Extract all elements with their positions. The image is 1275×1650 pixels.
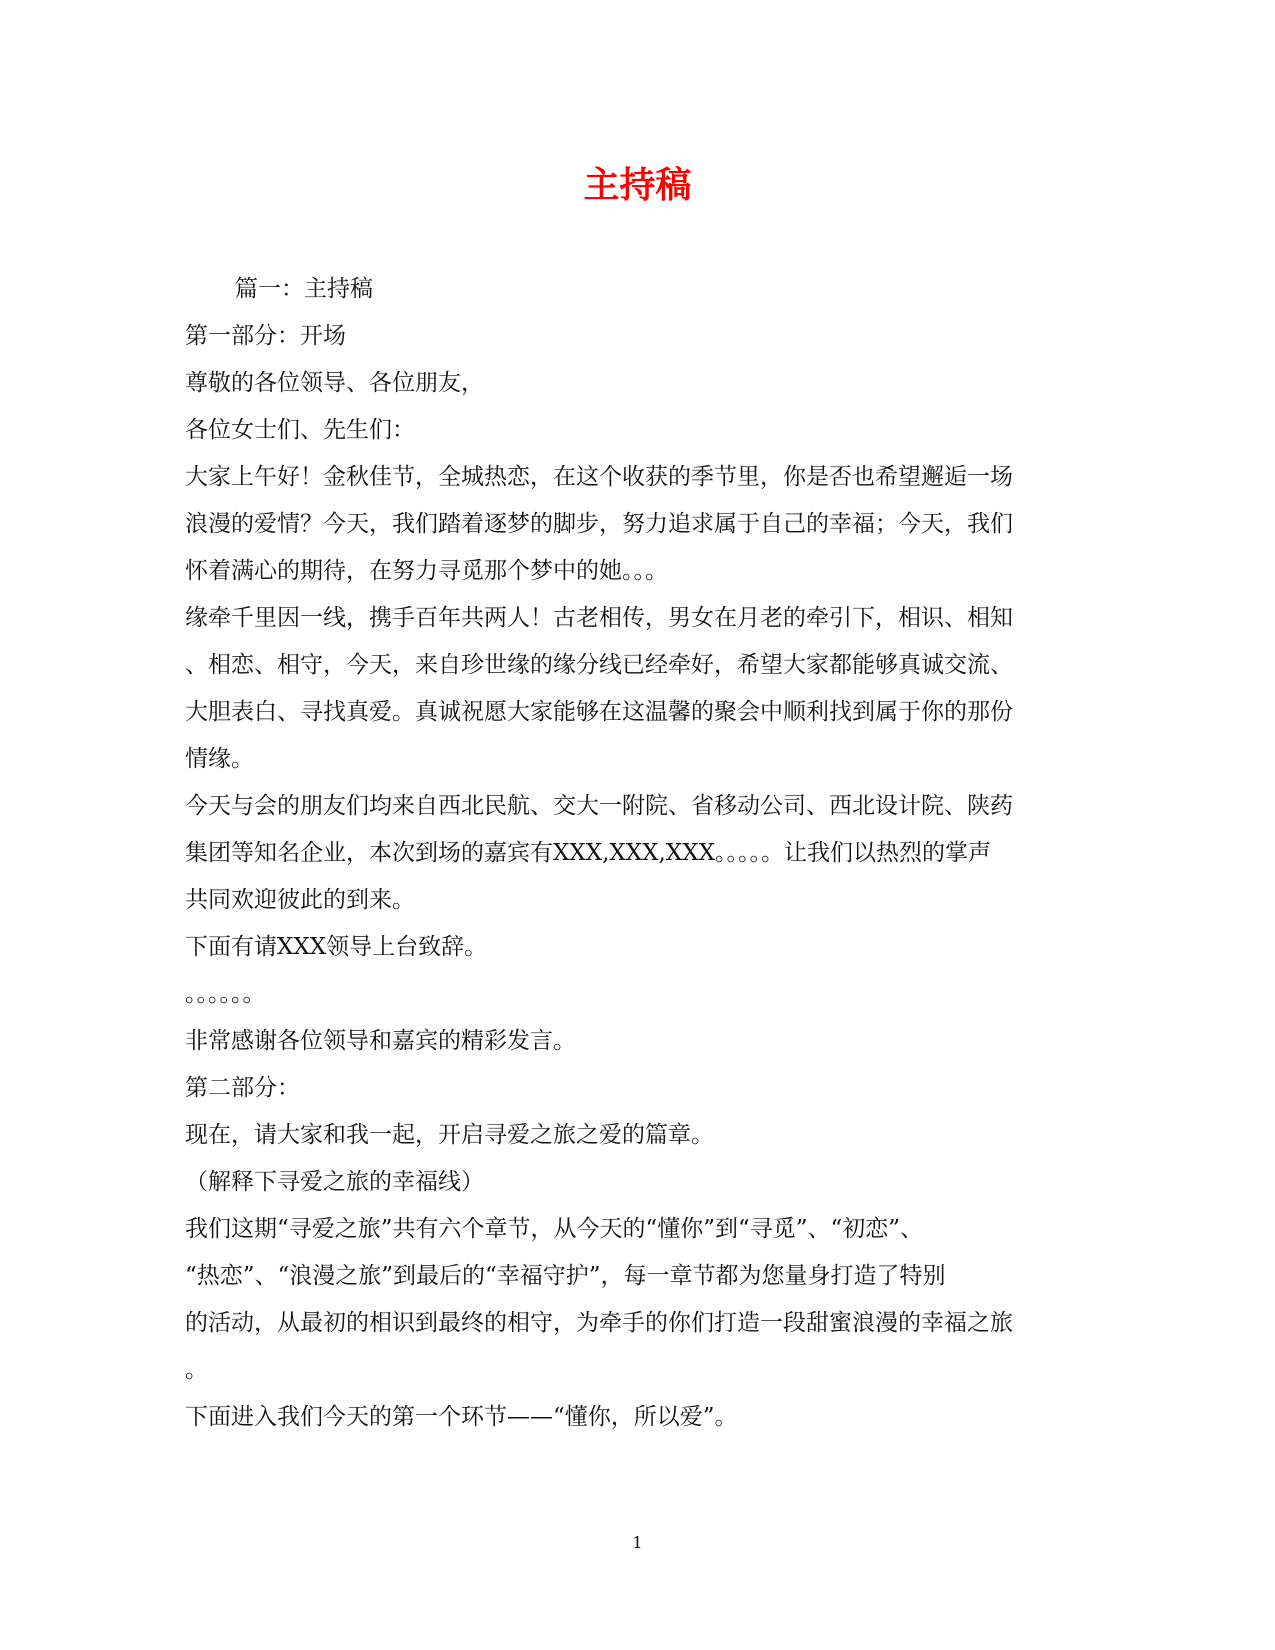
text-line: 非常感谢各位领导和嘉宾的精彩发言。 [185, 1028, 576, 1054]
text-line: 大家上午好！金秋佳节，全城热恋，在这个收获的季节里，你是否也希望邂逅一场 [185, 464, 1013, 490]
document-title: 主持稿 [583, 164, 692, 206]
text-line: 缘牵千里因一线，携手百年共两人！古老相传，男女在月老的牵引下，相识、相知 [185, 605, 1013, 631]
text-line: 大胆表白、寻找真爱。真诚祝愿大家能够在这温馨的聚会中顺利找到属于你的那份 [185, 699, 1013, 725]
section-heading: 篇一：主持稿 [235, 276, 373, 302]
part-heading: 第一部分：开场 [185, 323, 346, 349]
text-line: 尊敬的各位领导、各位朋友， [185, 370, 484, 396]
text-line: 浪漫的爱情？今天，我们踏着逐梦的脚步，努力追求属于自己的幸福；今天，我们 [185, 511, 1013, 537]
text-line: 现在，请大家和我一起，开启寻爱之旅之爱的篇章。 [185, 1122, 714, 1148]
text-line: “热恋”、“浪漫之旅”到最后的“幸福守护”，每一章节都为您量身打造了特别 [185, 1263, 946, 1289]
text-line: 情缘。 [185, 746, 254, 772]
text-line: 、相恋、相守，今天，来自珍世缘的缘分线已经牵好，希望大家都能够真诚交流、 [185, 652, 1013, 678]
text-line: 。。。。。。 [185, 981, 266, 1007]
text-line: 各位女士们、先生们： [185, 417, 415, 443]
text-line: 。 [185, 1357, 208, 1383]
text-line: 下面有请XXX领导上台致辞。 [185, 934, 488, 960]
text-line: 怀着满心的期待，在努力寻觅那个梦中的她。。。 [185, 558, 668, 584]
part-heading: 第二部分： [185, 1075, 300, 1101]
document-body [185, 266, 1091, 1441]
text-line: 的活动，从最初的相识到最终的相守，为牵手的你们打造一段甜蜜浪漫的幸福之旅 [185, 1310, 1013, 1336]
text-line: 集团等知名企业，本次到场的嘉宾有XXX,XXX,XXX。。。。。让我们以热烈的掌声 [185, 840, 991, 866]
text-line: 下面进入我们今天的第一个环节——“懂你，所以爱”。 [185, 1404, 738, 1430]
text-line: （解释下寻爱之旅的幸福线） [185, 1169, 484, 1195]
page-number: 1 [632, 1533, 643, 1552]
text-line: 共同欢迎彼此的到来。 [185, 887, 415, 913]
text-line: 今天与会的朋友们均来自西北民航、交大一附院、省移动公司、西北设计院、陕药 [185, 793, 1013, 819]
text-line: 我们这期“寻爱之旅”共有六个章节，从今天的“懂你”到“寻觅”、“初恋”、 [185, 1216, 924, 1242]
